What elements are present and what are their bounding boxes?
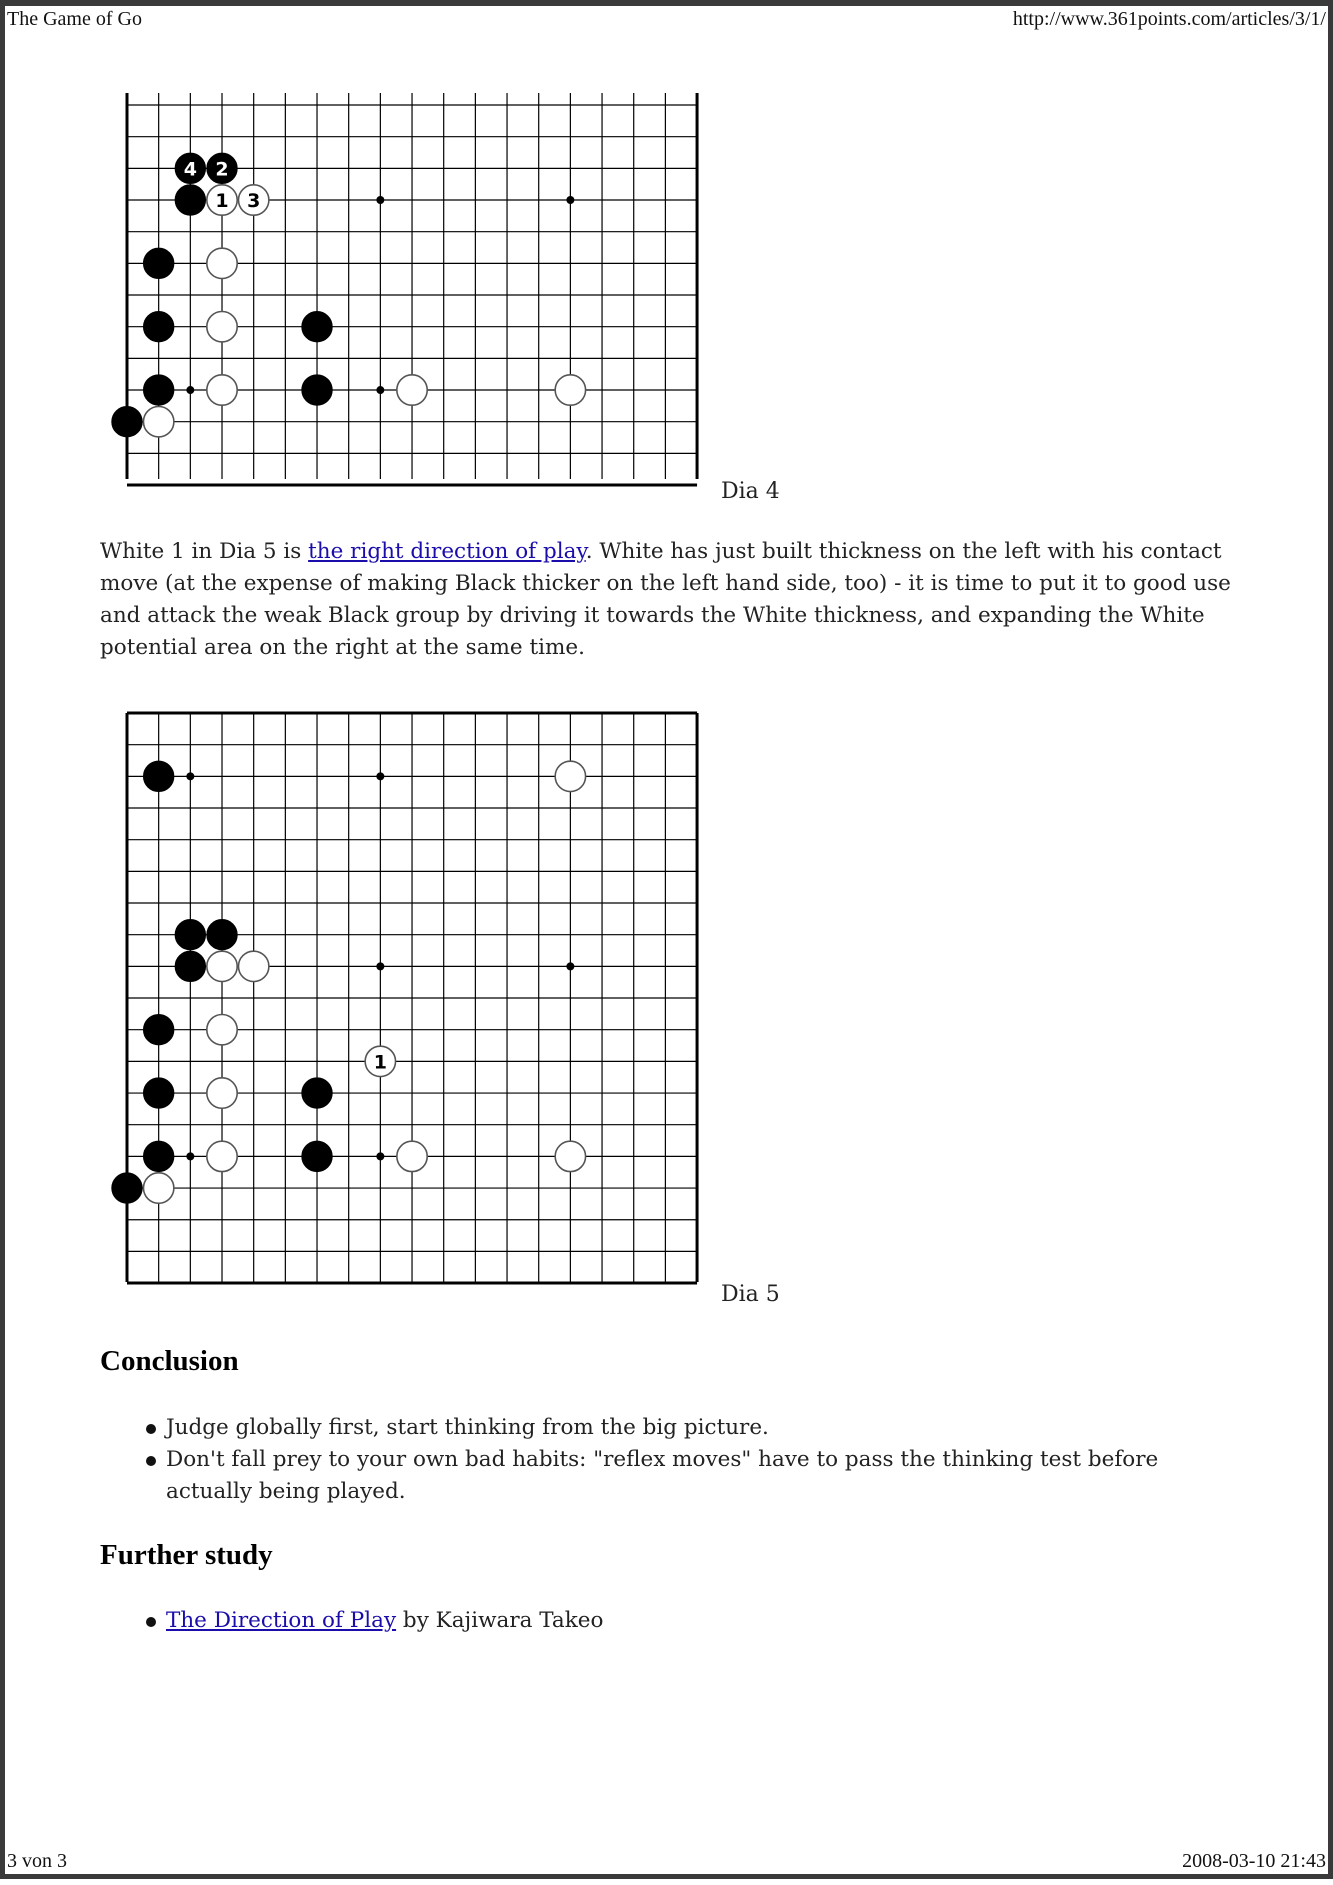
black-stone — [143, 761, 173, 791]
black-stone — [112, 1173, 142, 1203]
white-stone — [207, 1015, 237, 1045]
body-paragraph — [100, 536, 1240, 664]
white-stone — [143, 1173, 173, 1203]
conclusion-heading: Conclusion — [100, 1345, 239, 1377]
hoshi-point — [376, 772, 384, 780]
black-stone — [175, 919, 205, 949]
paragraph-text-after: . White has just built thickness on the left with his contact move (at the expense of making Black thicker on the left hand side, too) - it is time to put it to good use and attack the weak Black group by driving it towards the White thickness, and expanding the White potential area on the right at the same time. — [100, 539, 1231, 660]
white-stone — [207, 1141, 237, 1171]
black-stone — [143, 1078, 173, 1108]
further-study-heading: Further study — [100, 1539, 273, 1571]
go-board-dia5 — [5, 6, 1333, 1885]
black-stone — [302, 1078, 332, 1108]
white-stone — [397, 1141, 427, 1171]
hoshi-point — [376, 1152, 384, 1160]
move-number-label: 2 — [215, 158, 229, 181]
dia5-caption: Dia 5 — [721, 1282, 780, 1307]
list-item: Judge globally first, start thinking from the big picture. — [100, 1412, 1240, 1444]
move-number-label: 1 — [373, 1051, 387, 1074]
black-stone — [207, 919, 237, 949]
dia4-caption: Dia 4 — [721, 479, 780, 504]
paragraph-text-before: White 1 in Dia 5 is — [100, 539, 309, 564]
move-number-label: 3 — [247, 190, 261, 213]
move-number-label: 4 — [183, 158, 197, 181]
white-stone — [207, 1078, 237, 1108]
page-footer-number: 3 von 3 — [7, 1850, 67, 1872]
page-header-url: http://www.361points.com/articles/3/1/ — [1012, 8, 1326, 30]
hoshi-point — [186, 1152, 194, 1160]
white-stone — [238, 951, 268, 981]
conclusion-list — [100, 1412, 1240, 1508]
book-author: by Kajiwara Takeo — [396, 1608, 604, 1633]
hoshi-point — [376, 962, 384, 970]
page-header-title: The Game of Go — [7, 8, 142, 30]
black-stone — [175, 951, 205, 981]
black-stone — [143, 1015, 173, 1045]
list-item: Don't fall prey to your own bad habits: "reflex moves" have to pass the thinking test before actually being played. — [100, 1444, 1240, 1508]
move-number-label: 1 — [215, 190, 229, 213]
white-stone — [207, 951, 237, 981]
direction-of-play-book-link[interactable]: The Direction of Play — [166, 1608, 397, 1633]
white-stone — [555, 761, 585, 791]
white-stone — [555, 1141, 585, 1171]
hoshi-point — [186, 772, 194, 780]
black-stone — [143, 1141, 173, 1171]
direction-of-play-link[interactable]: the right direction of play — [308, 539, 586, 564]
black-stone — [302, 1141, 332, 1171]
list-item — [100, 1605, 1240, 1637]
hoshi-point — [566, 962, 574, 970]
page-footer-timestamp: 2008-03-10 21:43 — [1182, 1850, 1326, 1872]
further-study-list — [100, 1605, 1240, 1637]
